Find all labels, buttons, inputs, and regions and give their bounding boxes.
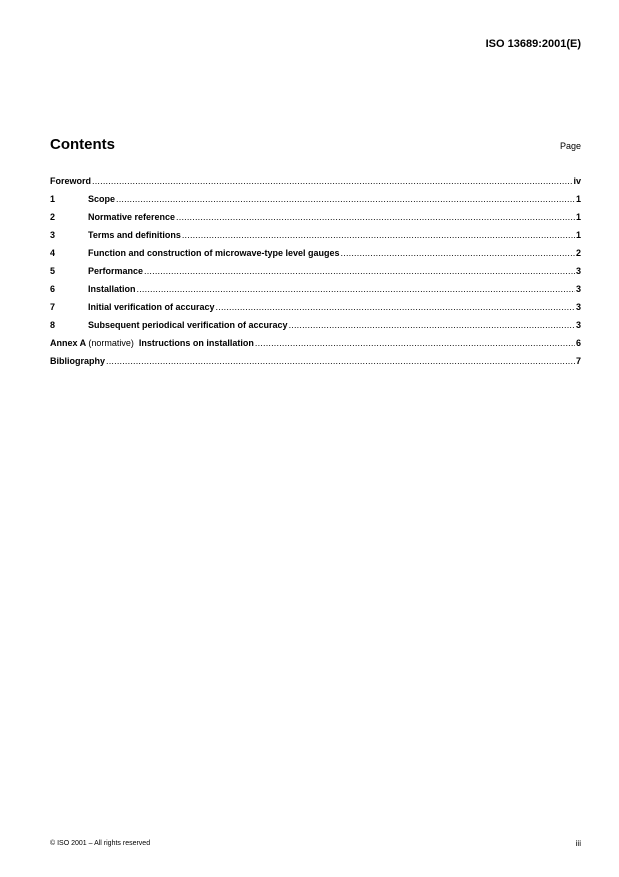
toc-annex-heading (50, 338, 254, 348)
toc-entry-title: Foreword (50, 176, 92, 186)
toc-entry-number: 2 (50, 212, 56, 222)
copyright-notice: © ISO 2001 – All rights reserved (50, 840, 151, 847)
toc-entry-page: 2 (575, 248, 581, 258)
toc-entry-number: 6 (50, 284, 56, 294)
toc-entry-title: Subsequent periodical verification of accuracy (88, 320, 288, 330)
toc-leader-dots (289, 320, 575, 330)
toc-leader-dots (144, 266, 575, 276)
toc-entry-scope[interactable] (50, 194, 581, 212)
toc-entry-page: 1 (575, 212, 581, 222)
toc-entry-subsequent-verification[interactable] (50, 320, 581, 338)
document-reference: ISO 13689:2001(E) (485, 38, 581, 50)
toc-leader-dots (137, 284, 575, 294)
toc-entry-number: 4 (50, 248, 56, 258)
toc-entry-initial-verification[interactable] (50, 302, 581, 320)
toc-entry-title: Scope (88, 194, 116, 204)
toc-annex-label: Annex A (50, 338, 86, 348)
toc-entry-page: iv (573, 176, 581, 186)
toc-entry-title: Bibliography (50, 356, 106, 366)
page-column-label: Page (559, 141, 581, 151)
toc-entry-page: 7 (575, 356, 581, 366)
toc-leader-dots (106, 356, 575, 366)
toc-leader-dots (92, 176, 572, 186)
toc-leader-dots (116, 194, 575, 204)
toc-entry-title: Normative reference (88, 212, 176, 222)
toc-leader-dots (255, 338, 575, 348)
toc-leader-dots (341, 248, 575, 258)
toc-entry-page: 3 (575, 284, 581, 294)
toc-entry-page: 3 (575, 302, 581, 312)
toc-entry-title: Installation (88, 284, 136, 294)
toc-entry-page: 3 (575, 320, 581, 330)
toc-entry-terms-and-definitions[interactable] (50, 230, 581, 248)
toc-entry-performance[interactable] (50, 266, 581, 284)
toc-entry-number: 8 (50, 320, 56, 330)
toc-entry-annex-a[interactable] (50, 338, 581, 356)
toc-entry-installation[interactable] (50, 284, 581, 302)
toc-entry-page: 3 (575, 266, 581, 276)
toc-leader-dots (182, 230, 575, 240)
toc-entry-normative-reference[interactable] (50, 212, 581, 230)
page-number: iii (575, 839, 581, 848)
toc-entry-number: 7 (50, 302, 56, 312)
toc-leader-dots (176, 212, 575, 222)
toc-entry-title: Initial verification of accuracy (88, 302, 215, 312)
toc-entry-number: 1 (50, 194, 56, 204)
toc-entry-function-and-construction[interactable] (50, 248, 581, 266)
toc-entry-foreword[interactable] (50, 176, 581, 194)
toc-entry-number: 3 (50, 230, 56, 240)
toc-entry-title: Performance (88, 266, 144, 276)
toc-entry-bibliography[interactable] (50, 356, 581, 374)
toc-entry-title: Terms and definitions (88, 230, 181, 240)
toc-entry-page: 1 (575, 230, 581, 240)
toc-entry-page: 6 (575, 338, 581, 348)
toc-entry-title: Function and construction of microwave-type level gauges (88, 248, 340, 258)
table-of-contents (50, 176, 581, 374)
contents-heading: Contents (50, 136, 115, 153)
toc-leader-dots (216, 302, 575, 312)
toc-entry-title: Instructions on installation (138, 338, 254, 348)
toc-annex-type: (normative) (88, 338, 134, 348)
toc-entry-page: 1 (575, 194, 581, 204)
toc-entry-number: 5 (50, 266, 56, 276)
